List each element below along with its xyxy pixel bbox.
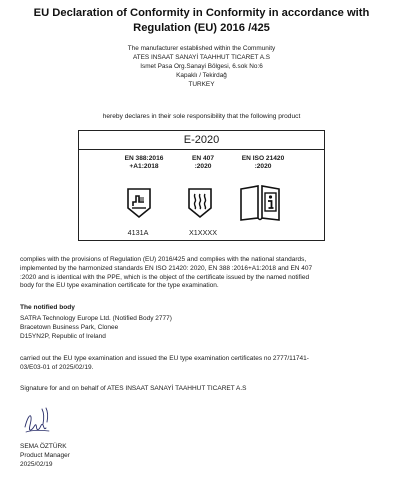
examination-line: 03/E03-01 of 2025/02/19. [20,363,94,371]
standard-en21420-line2: :2020 [254,163,272,170]
information-booklet-pictogram-icon [238,184,282,222]
notified-body-name: SATRA Technology Europe Ltd. (Notified Body 2777) [20,315,172,322]
compliance-line: body for the EU type examination certificate for the type examination. [20,282,219,290]
signer-block [20,443,383,469]
en407-performance-code: X1XXXX [189,228,217,237]
notified-body-address-line2: D15YN2P, Republic of Ireland [20,332,106,340]
compliance-line: :2020 and is identical with the PPE, which is the object of the certificate issued by the named notified [20,273,310,281]
product-box-divider [79,149,324,150]
mechanical-hazard-pictogram-icon [125,187,153,219]
signer-date: 2025/02/19 [20,460,53,468]
compliance-line: implemented by the harmonized standards EN ISO 21420: 2020, EN 388 :2016+A1:2018 and EN 407 [20,264,313,272]
standard-en21420-line1: EN ISO 21420 [241,155,285,162]
signer-role: Product Manager [20,451,70,459]
manufacturer-address-line1: Ismet Pasa Org.Sanayi Bölgesi, 6.sok No:6 [140,63,263,70]
document-title: EU Declaration of Conformity in Conformity in accordance with Regulation (EU) 2016 /425 [33,7,370,34]
handwritten-signature [22,405,52,439]
en388-performance-code: 4131A [127,228,149,237]
manufacturer-company: ATES INSAAT SANAYİ TAAHHUT TICARET A.S [132,54,271,61]
product-box [78,130,325,241]
declaration-statement: hereby declares in their sole responsibility that the following product [102,113,301,120]
product-name: E-2020 [183,134,220,146]
compliance-paragraph [20,256,383,291]
manufacturer-intro: The manufacturer established within the Community [127,45,276,52]
manufacturer-block [40,44,363,89]
manufacturer-address-line2: Kapaklı / Tekirdağ [176,72,227,79]
manufacturer-country: TURKEY [188,81,215,88]
examination-paragraph [20,355,383,373]
signature-statement: Signature for and on behalf of ATES INSAAT SANAYİ TAAHHUT TICARET A.S [20,385,247,392]
standard-en388-line1: EN 388:2016 [124,155,164,162]
notified-body-address-line1: Bracetown Business Park, Clonee [20,323,119,331]
standard-en407-line1: EN 407 [192,155,214,162]
notified-body-heading: The notified body [20,304,75,311]
examination-line: carried out the EU type examination and issued the EU type examination certificates no 2777/11741- [20,355,309,362]
signer-name: SEMA ÖZTÜRK [20,443,67,450]
notified-body-block [20,315,383,341]
standard-en407 [178,155,228,171]
standard-en388 [109,155,179,171]
compliance-line: complies with the provisions of Regulation (EU) 2016/425 and complies with the national standards, [20,256,307,263]
standard-en407-line2: :2020 [194,163,212,170]
heat-flame-pictogram-icon [186,187,214,219]
standard-en21420 [222,155,304,171]
standard-en388-line2: +A1:2018 [129,163,159,170]
